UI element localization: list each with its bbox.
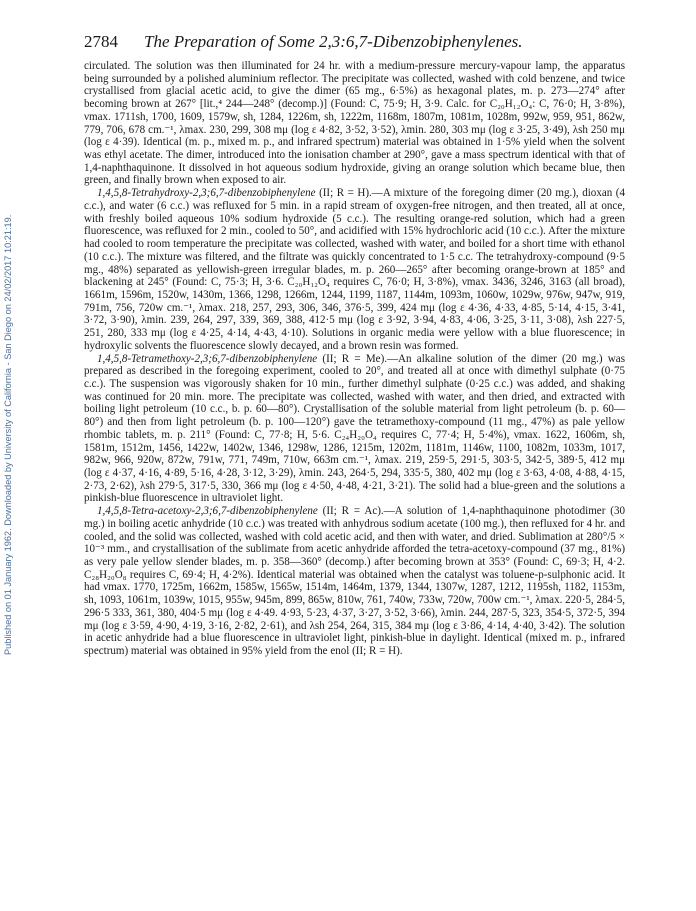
section-heading: 1,4,5,8-Tetrahydroxy-2,3;6,7-dibenzobiphenylene bbox=[97, 187, 316, 200]
paragraph-text: circulated. The solution was then illuminated for 24 hr. with a medium-pressure mercury-vapour lamp, the apparatus being surrounded by a polished aluminium reflector. The precipitate was collected, washed with cold benzene, and twice crystallised from glacial acetic acid, to give the dimer (65 mg., 6·5%) as hexagonal plates, m. p. 273—274° after becoming brown at 267° [lit.,⁴ 244—248° (decomp.)] (Found: C, 75·9; H, 3·9. Calc. for C₂₀H₁₂O₄: C, 76·0; H, 3·8%), νmax. 1711sh, 1700, 1609, 1579w, sh, 1284, 1226m, sh, 1222m, 1168m, 1807m, 1081m, 1028m, 992w, 959, 951, 862w, 779, 706, 678 cm.⁻¹, λmax. 230, 299, 308 mμ (log ε 4·82, 3·52, 3·52), λmin. 280, 303 mμ (log ε 3·25, 3·49), λsh 250 mμ (log ε 4·39). Identical (m. p., mixed m. p., and infrared spectrum) material was obtained in 1·5% yield when the solvent was ethyl acetate. The dimer, introduced into the ionisation chamber at 290°, gave a mass spectrum identical with that of 1,4-naphthaquinone. It dissolved in hot aqueous sodium hydroxide, giving an orange solution which became blue, then green, and finally brown when exposed to air. bbox=[84, 60, 625, 187]
paragraph-text: (II; R = Me).—An alkaline solution of the dimer (20 mg.) was prepared as described in the foregoing experiment, cooled to 20°, and treated all at once with dimethyl sulphate (0·75 c.c.). The suspension was vigorously shaken for 10 min., further dimethyl sulphate (0·25 c.c.) was added, and shaking was continued for 20 min. more. The precipitate was collected, washed with water, and then dried, and extracted with boiling light petroleum (10 c.c., b. p. 60—80°). Crystallisation of the soluble material from light petroleum (b. p. 60—80°) and then from light petroleum (b. p. 100—120°) gave the tetramethoxy-compound (11 mg., 47%) as pale yellow rhombic tablets, m. p. 211° (Found: C, 77·8; H, 5·6. C₂₄H₂₀O₄ requires C, 77·4; H, 5·4%), νmax. 1622, 1606m, sh, 1581m, 1512m, 1456, 1422w, 1402w, 1346, 1298w, 1286, 1215m, 1202m, 1181m, 1146w, 1100, 1082m, 1033m, 1017, 982w, 966, 920w, 872w, 791w, 771, 749m, 710w, 663m cm.⁻¹, λmax. 219, 259·5, 291·5, 303·5, 342·5, 389·5, 412 mμ (log ε 4·37, 4·16, 4·89, 5·16, 4·28, 3·12, 3·29), λmin. 243, 264·5, 294, 335·5, 380, 402 mμ (log ε 3·63, 4·08, 4·88, 4·15, 2·73, 2·62), λsh 279·5, 317·5, 330, 366 mμ (log ε 4·50, 4·48, 4·21, 3·21). The solid had a blue-green and the solutions a pinkish-blue fluorescence in ultraviolet light. bbox=[84, 352, 625, 505]
paragraph-tetrahydroxy bbox=[84, 187, 625, 352]
section-heading: 1,4,5,8-Tetra-acetoxy-2,3;6,7-dibenzobiphenylene bbox=[97, 505, 318, 518]
page-header bbox=[84, 32, 624, 54]
paragraph-tetra-acetoxy bbox=[84, 505, 625, 658]
paragraph-dimer-continuation bbox=[84, 60, 625, 187]
publication-watermark: Published on 01 January 1962. Downloaded by University of California - San Diego on 24/02/2017 10:21:19. bbox=[3, 214, 13, 656]
running-title: The Preparation of Some 2,3:6,7-Dibenzobiphenylenes. bbox=[144, 32, 523, 51]
section-heading: 1,4,5,8-Tetramethoxy-2,3;6,7-dibenzobiphenylene bbox=[97, 352, 318, 365]
body-text bbox=[84, 60, 625, 658]
paragraph-text: (II; R = H).—A mixture of the foregoing dimer (20 mg.), dioxan (4 c.c.), and water (6 c.c.) was refluxed for 5 min. in a rapid stream of oxygen-free nitrogen, and then treated, all at once, with freshly boiled aqueous 10% sodium hydroxide (5 c.c.). The resulting orange-red solution, which had a green fluorescence, was refluxed for 2 min., cooled to 50°, and acidified with 15% hydrochloric acid (10 c.c.). After the mixture had cooled to room temperature the precipitate was collected, washed with water, and boiled for a short time with ethanol (10 c.c.). The mixture was filtered, and the filtrate was quickly concentrated to 1·5 c.c. The tetrahydroxy-compound (9·5 mg., 48%) separated as yellowish-green irregular blades, m. p. 260—265° after becoming orange-brown at 185° and blackening at 245° (Found: C, 75·3; H, 3·6. C₂₀H₁₂O₄ requires C, 76·0; H, 3·8%), νmax. 3436, 3246, 3163 (all broad), 1661m, 1596m, 1520w, 1430m, 1366, 1298, 1266m, 1244, 1199, 1187, 1144m, 1093m, 1060w, 1029w, 976w, 947w, 919, 791m, 756, 720w cm.⁻¹, λmax. 218, 257, 293, 306, 346, 376·5, 399, 424 mμ (log ε 4·36, 4·33, 4·85, 5·14, 4·15, 3·41, 3·72, 3·90), λmin. 239, 264, 297, 339, 369, 388, 412·5 mμ (log ε 3·92, 3·94, 4·83, 4·06, 3·25, 3·11, 3·08), λsh 227·5, 251, 280, 333 mμ (log ε 4·25, 4·14, 4·43, 4·10). Solutions in organic media were yellow with a blue fluorescence; in hydroxylic solvents the fluorescence slowly decayed, and a brown resin was formed. bbox=[84, 187, 625, 352]
paragraph-tetramethoxy bbox=[84, 353, 625, 506]
page-number: 2784 bbox=[84, 32, 118, 51]
paragraph-text: (II; R = Ac).—A solution of 1,4-naphthaquinone photodimer (30 mg.) in boiling acetic anhydride (10 c.c.) was treated with anhydrous sodium acetate (100 mg.), then refluxed for 4 hr. and cooled, and the solid was collected, washed with cold acetic acid, and then with water, and dried. Sublimation at 280°/5 × 10⁻³ mm., and crystallisation of the sublimate from acetic anhydride afforded the tetra-acetoxy-compound (37 mg., 81%) as very pale yellow slender blades, m. p. 358—360° (decomp.) after becoming brown at 353° (Found: C, 69·3; H, 4·2. C₂₈H₂₀O₈ requires C, 69·4; H, 4·2%). Identical material was obtained when the catalyst was toluene-p-sulphonic acid. It had νmax. 1770, 1725m, 1662m, 1585w, 1565w, 1514m, 1464m, 1379, 1344, 1307w, 1287, 1212, 1195sh, 1182, 1153m, sh, 1093, 1061m, 1039w, 1015, 955w, 945m, 899, 865w, 810w, 761, 740w, 733w, 720w, 700w cm.⁻¹, λmax. 220·5, 284·5, 296·5 333, 361, 380, 404·5 mμ (log ε 4·49. 4·93, 5·23, 4·37, 3·27, 3·52, 3·66), λmin. 244, 287·5, 323, 354·5, 372·5, 394 mμ (log ε 3·59, 4·90, 4·19, 3·16, 2·82, 2·61), and λsh 254, 264, 315, 384 mμ (log ε 3·86, 4·14, 4·40, 3·42). The solution in acetic anhydride had a blue fluorescence in ultraviolet light, pinkish-blue in daylight. Identical (mixed m. p., infrared spectrum) material was obtained in 95% yield from the enol (II; R = H). bbox=[84, 505, 625, 658]
